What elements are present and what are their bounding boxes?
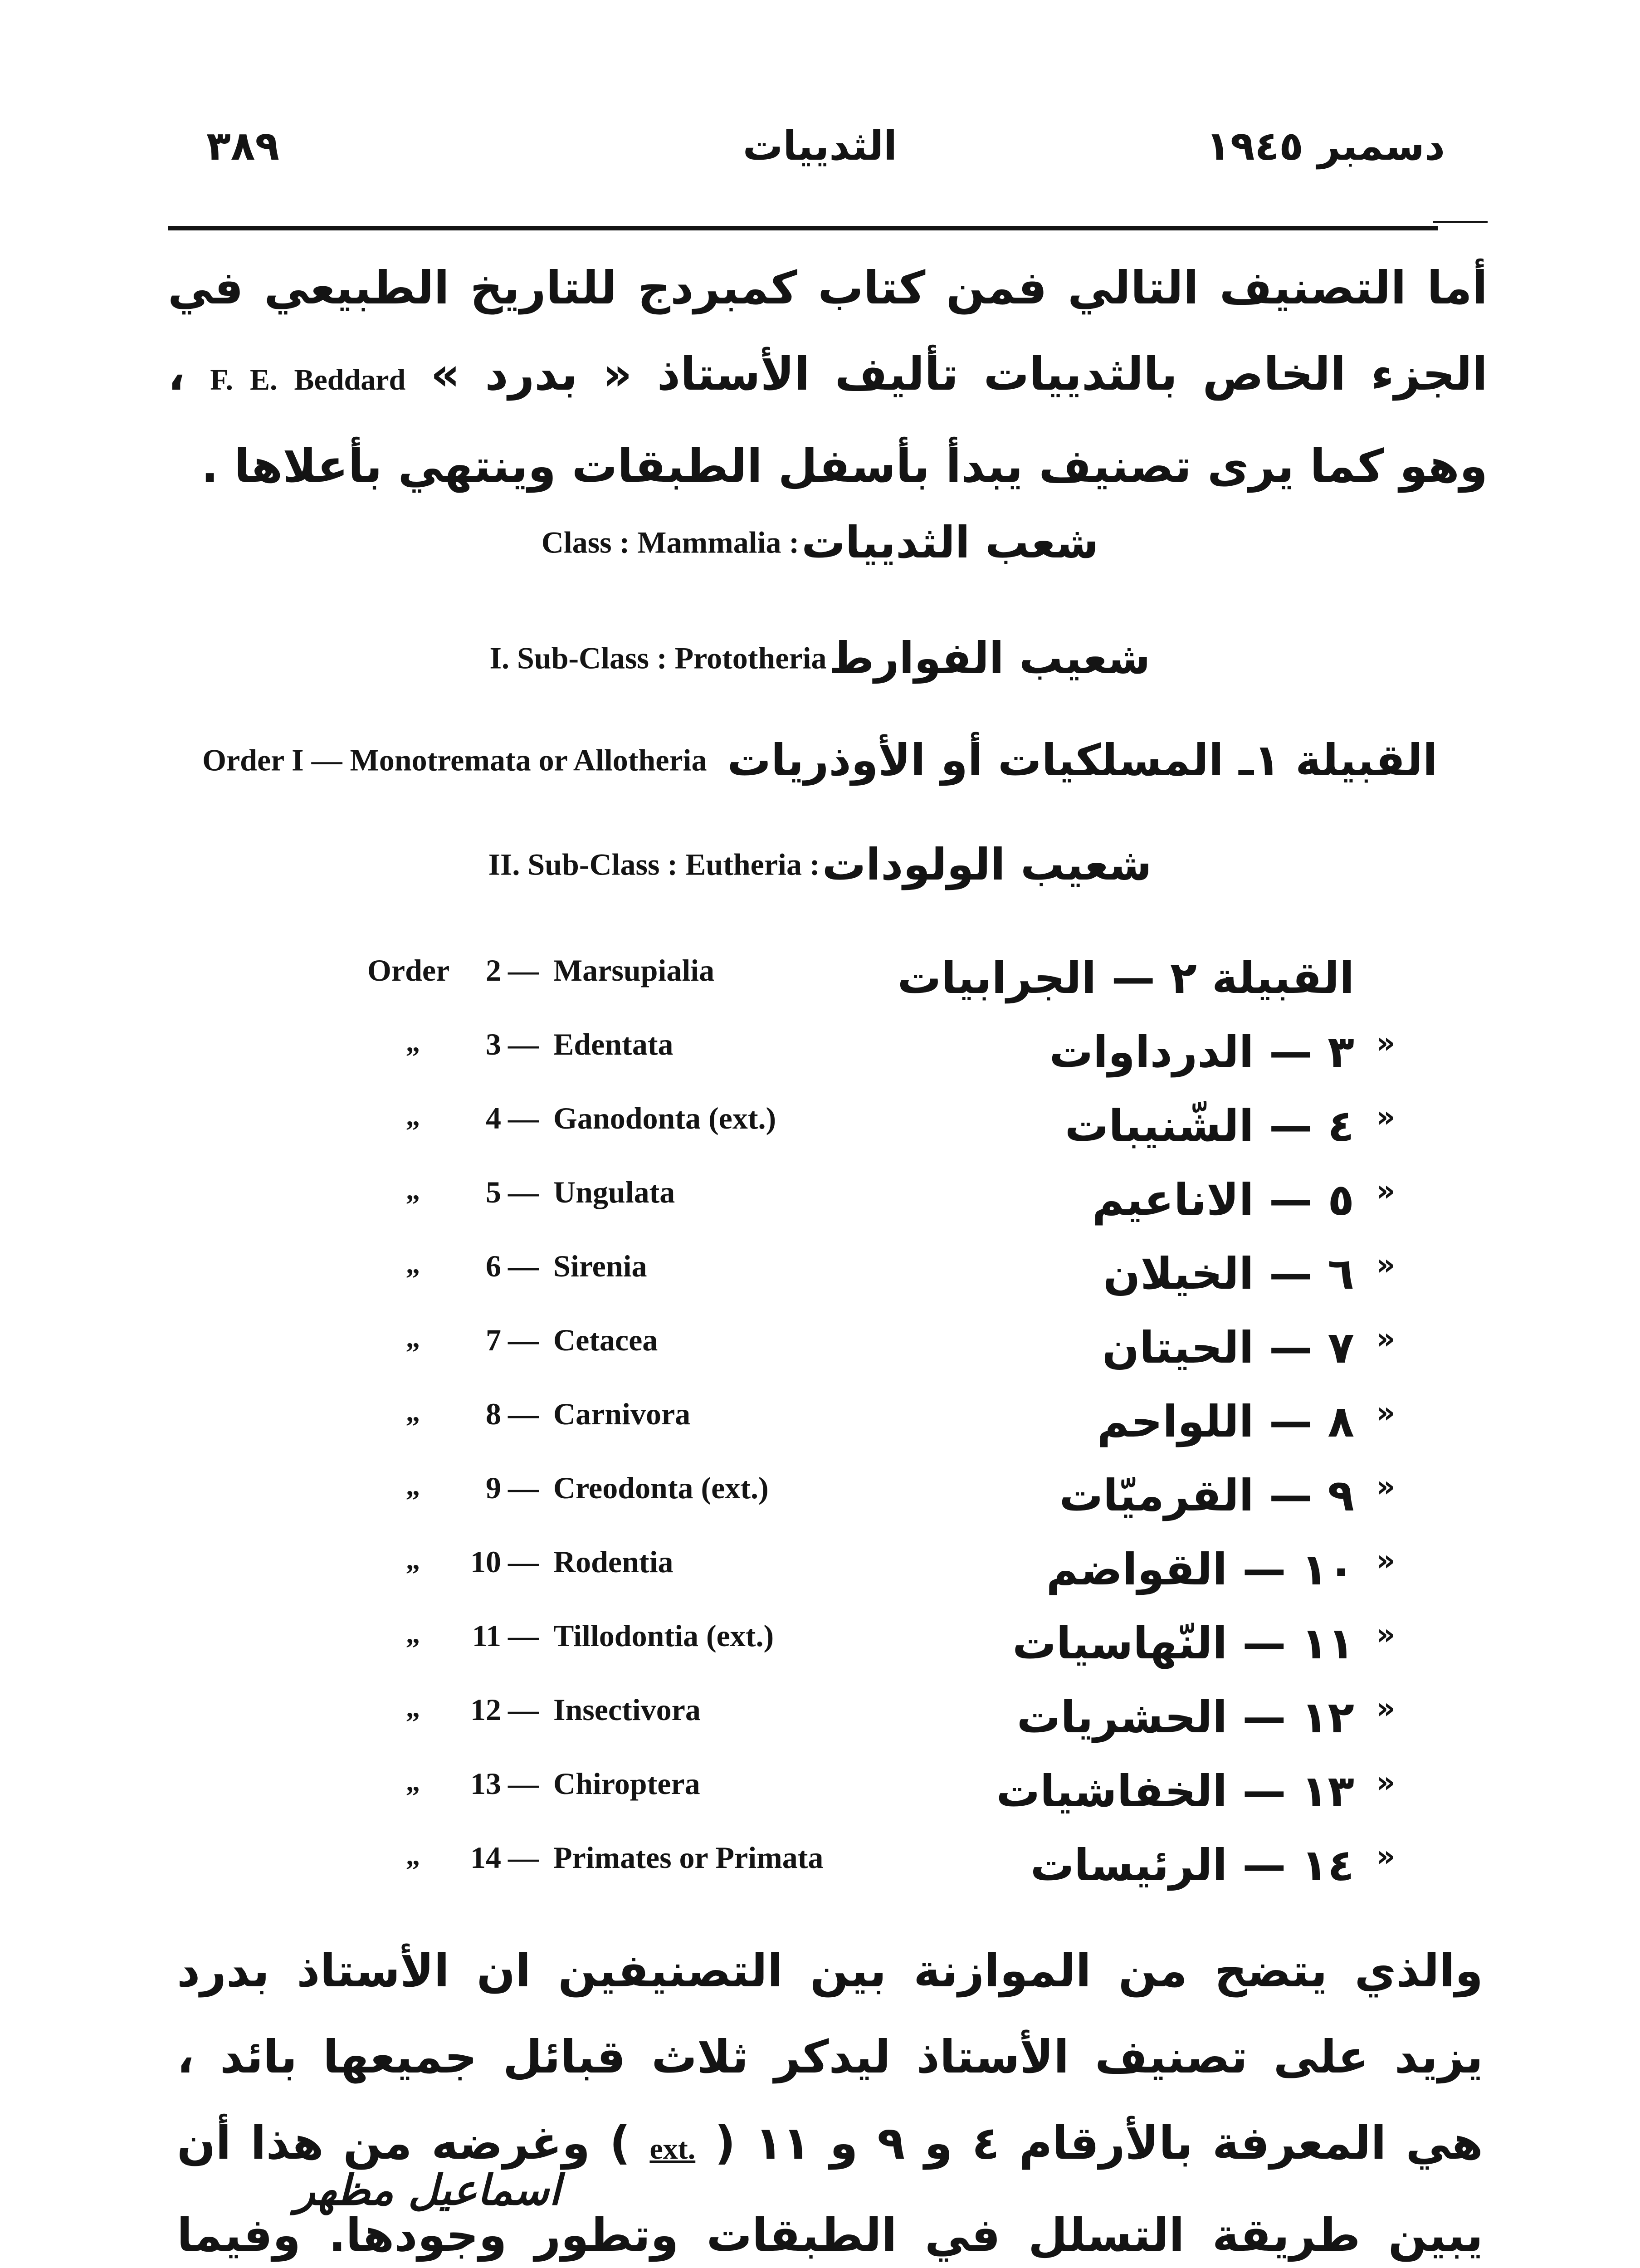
intro-text-before: أما التصنيف التالي فمن كتاب كمبردج للتاريخ الطبيعي في الجزء الخاص بالثدييات تأليف الأستاذ « بدرد » (168, 261, 1488, 401)
table-row (0, 1618, 1640, 1691)
subclass-1-ar: شعيب الفوارط (829, 633, 1151, 684)
ext-latin: ext. (649, 2132, 696, 2165)
order-dash: — (508, 1249, 539, 1283)
conclusion-text-after: ) وغرضه من هذا أن يبين طريقة التسلل في الطبقات وتطور وجودها. وفيما (177, 2116, 1483, 2262)
order-label: Order (367, 953, 450, 987)
order-latin-name: Tillodontia (ext.) (553, 1618, 774, 1653)
order-arabic-name: ٨ — اللواحم (1097, 1396, 1354, 1447)
order-dash: — (508, 1397, 539, 1431)
order-number: 7 (486, 1323, 501, 1357)
order-dash: — (508, 1840, 539, 1875)
order-latin-name: Cetacea (553, 1323, 658, 1357)
order-arabic-name: ٦ — الخيلان (1103, 1248, 1354, 1299)
table-row (0, 1766, 1640, 1838)
order-dash: — (508, 1471, 539, 1505)
subclass-1-heading (0, 633, 1640, 684)
order-latin-name: Edentata (553, 1027, 674, 1061)
ditto-mark: „ (406, 1545, 420, 1575)
arabic-ditto-mark: » (1376, 1100, 1396, 1134)
arabic-ditto-mark: » (1376, 1692, 1396, 1725)
order-arabic-name: ٧ — الحيتان (1102, 1322, 1354, 1373)
table-row (0, 1248, 1640, 1321)
subclass-2-ar: شعيب الولودات (822, 839, 1152, 890)
conclusion-paragraph (177, 1928, 1483, 2268)
order-arabic-name: ١٣ — الخفاشيات (996, 1766, 1354, 1817)
order-dash: — (508, 1545, 539, 1579)
order-1-en: Order I — Monotremata or Allotheria (202, 743, 707, 777)
order-latin-name: Insectivora (553, 1692, 701, 1727)
ditto-mark: „ (406, 1249, 420, 1280)
header-rule-tail (1433, 221, 1488, 223)
order-latin-name: Creodonta (ext.) (553, 1471, 769, 1505)
order-dash: — (508, 1618, 539, 1653)
order-latin-name: Ungulata (553, 1175, 675, 1209)
ditto-mark: „ (406, 1618, 420, 1649)
issue-date: دسمبر ١٩٤٥ (1206, 122, 1445, 169)
order-arabic-name: ٥ — الاناعيم (1092, 1174, 1354, 1225)
order-arabic-name: ٩ — القرميّات (1059, 1470, 1354, 1521)
order-dash: — (508, 1692, 539, 1727)
arabic-ditto-mark: » (1376, 1396, 1396, 1430)
order-latin-name: Rodentia (553, 1545, 674, 1579)
ditto-mark: „ (406, 1766, 420, 1797)
table-row (0, 1100, 1640, 1173)
order-dash: — (508, 1766, 539, 1801)
running-title: الثدييات (742, 122, 898, 169)
order-arabic-name: ١٢ — الحشريات (1016, 1692, 1354, 1743)
order-dash: — (508, 1323, 539, 1357)
table-row (0, 1692, 1640, 1765)
arabic-ditto-mark: » (1376, 1470, 1396, 1504)
order-arabic-name: القبيلة ٢ — الجرابيات (897, 953, 1354, 1003)
order-latin-name: Marsupialia (553, 953, 715, 987)
conclusion-text-before: والذي يتضح من الموازنة بين التصنيفين ان الأستاذ بدرد يزيد على تصنيف الأستاذ ليدكر ثلاث قبائل جميعها بائد ، هي المعرفة بالأرقام ٤ و ٩ و ١١ ( (177, 1944, 1483, 2170)
order-latin-name: Primates or Primata (553, 1840, 824, 1875)
order-number: 9 (486, 1471, 501, 1505)
order-dash: — (508, 1175, 539, 1209)
order-number: 11 (472, 1618, 501, 1653)
order-number: 14 (470, 1840, 501, 1875)
page-number: ٣٨٩ (206, 122, 280, 169)
intro-paragraph (168, 245, 1488, 509)
table-row (0, 1322, 1640, 1395)
arabic-ditto-mark: » (1376, 1174, 1396, 1208)
ditto-mark: „ (406, 1840, 420, 1871)
intro-text-after: ، وهو كما يرى تصنيف يبدأ بأسفل الطبقات وينتهي بأعلاها . (168, 347, 1488, 493)
order-arabic-name: ١٤ — الرئيسات (1030, 1840, 1354, 1891)
table-row (0, 1544, 1640, 1617)
table-row (0, 953, 1640, 1025)
order-arabic-name: ٤ — الشّنيبات (1064, 1100, 1354, 1151)
ditto-mark: „ (406, 1027, 420, 1058)
ditto-mark: „ (406, 1692, 420, 1723)
table-row (0, 1026, 1640, 1099)
order-dash: — (508, 1101, 539, 1135)
arabic-ditto-mark: » (1376, 1766, 1396, 1799)
order-number: 2 (486, 953, 501, 987)
order-latin-name: Ganodonta (ext.) (553, 1101, 776, 1135)
order-number: 13 (470, 1766, 501, 1801)
header-rule (168, 226, 1438, 230)
arabic-ditto-mark: » (1376, 1618, 1396, 1652)
order-1-ar: القبيلة ١ـ المسلكيات أو الأوذريات (727, 735, 1438, 786)
table-row (0, 1470, 1640, 1543)
order-arabic-name: ١٠ — القواضم (1046, 1544, 1354, 1595)
order-latin-name: Chiroptera (553, 1766, 700, 1801)
author-signature: اسماعيل مظهر (294, 2166, 561, 2214)
arabic-ditto-mark: » (1376, 1248, 1396, 1282)
table-row (0, 1396, 1640, 1469)
subclass-2-heading (0, 839, 1640, 890)
order-number: 12 (470, 1692, 501, 1727)
order-number: 8 (486, 1397, 501, 1431)
ditto-mark: „ (406, 1397, 420, 1427)
table-row (0, 1174, 1640, 1247)
arabic-ditto-mark: » (1376, 1322, 1396, 1356)
class-heading (0, 517, 1640, 568)
order-arabic-name: ٣ — الدرداوات (1049, 1026, 1354, 1077)
order-number: 3 (486, 1027, 501, 1061)
ditto-mark: „ (406, 1175, 420, 1206)
order-number: 6 (486, 1249, 501, 1283)
order-number: 5 (486, 1175, 501, 1209)
order-number: 10 (470, 1545, 501, 1579)
ditto-mark: „ (406, 1471, 420, 1501)
order-latin-name: Carnivora (553, 1397, 691, 1431)
order-dash: — (508, 953, 539, 987)
order-dash: — (508, 1027, 539, 1061)
arabic-ditto-mark: » (1376, 1026, 1396, 1060)
class-ar: شعب الثدييات (801, 517, 1099, 568)
order-latin-name: Sirenia (553, 1249, 647, 1283)
arabic-ditto-mark: » (1376, 1840, 1396, 1873)
subclass-1-en: I. Sub-Class : Prototheria (489, 640, 827, 675)
class-en: Class : Mammalia : (541, 525, 800, 560)
author-latin-name: F. E. Beddard (210, 363, 406, 396)
table-row (0, 1840, 1640, 1912)
order-number: 4 (486, 1101, 501, 1135)
order-1-heading (0, 735, 1640, 786)
subclass-2-en: II. Sub-Class : Eutheria : (488, 847, 820, 882)
ditto-mark: „ (406, 1101, 420, 1132)
arabic-ditto-mark: » (1376, 1544, 1396, 1578)
ditto-mark: „ (406, 1323, 420, 1354)
order-arabic-name: ١١ — النّهاسيات (1012, 1618, 1354, 1669)
